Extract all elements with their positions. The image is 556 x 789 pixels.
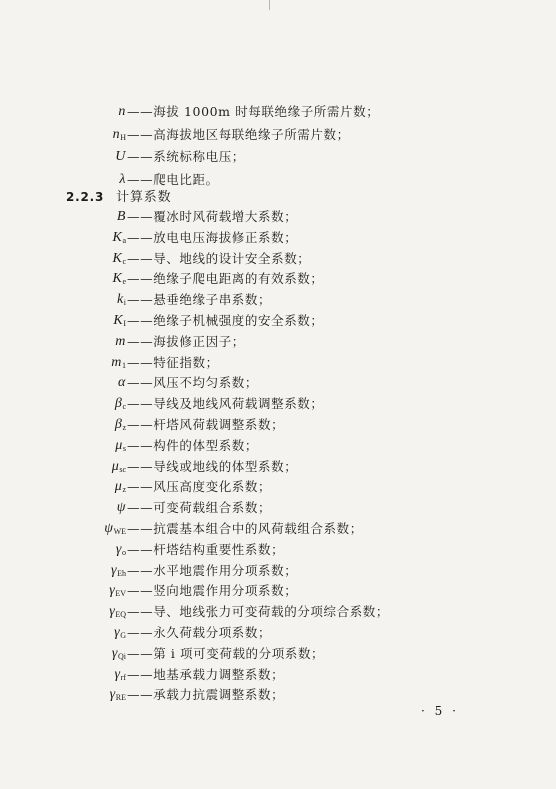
section-title: 计算系数: [116, 190, 172, 205]
term-symbol: [112, 250, 126, 271]
symbol-letter: ψ: [116, 500, 126, 516]
symbol-letter: β: [114, 396, 123, 412]
term-symbol-cell: [0, 582, 126, 600]
symbol-letter: n: [118, 104, 126, 119]
term-symbol-cell: [0, 645, 126, 663]
term-symbol: [113, 312, 126, 333]
term-symbol: [111, 562, 126, 583]
term-symbol-cell: [0, 374, 126, 392]
term-symbol: [119, 171, 126, 189]
term-description: ——绝缘子爬电距离的有效系数；: [127, 271, 324, 287]
symbol-subscript: sc: [119, 464, 126, 474]
term-description: ——绝缘子机械强度的安全系数；: [127, 313, 324, 328]
term-symbol-cell: [0, 270, 126, 288]
term-description: ——竖向地震作用分项系数；: [127, 583, 298, 599]
symbol-subscript: z: [122, 485, 126, 495]
term-symbol: [118, 103, 126, 121]
term-symbol: [112, 458, 126, 479]
term-symbol-cell: [0, 291, 126, 309]
term-symbol: [114, 624, 126, 645]
term-description: ——构件的体型系数；: [127, 437, 259, 453]
term-symbol-cell: [0, 103, 126, 121]
symbol-subscript: i: [123, 298, 126, 308]
term-symbol-cell: [0, 437, 126, 455]
term-description: ——杆塔结构重要性系数；: [127, 541, 285, 557]
term-symbol-cell: [0, 541, 126, 559]
term-description: ——特征指数；: [127, 354, 219, 370]
section-number: 2.2.3: [66, 190, 105, 204]
term-description: ——风压不均匀系数；: [127, 375, 259, 391]
term-description: ——承载力抗震调整系数；: [127, 687, 285, 703]
term-symbol-cell: [0, 354, 126, 372]
section-heading: [66, 188, 171, 207]
term-symbol: [115, 666, 126, 687]
term-symbol: [109, 582, 126, 603]
term-symbol-cell: [0, 603, 126, 621]
term-symbol-cell: [0, 416, 126, 434]
symbol-subscript: rf: [120, 672, 126, 682]
term-symbol-cell: [0, 520, 126, 538]
symbol-subscript: z: [122, 423, 126, 432]
term-symbol-cell: [0, 686, 126, 704]
symbol-letter: K: [112, 229, 123, 245]
symbol-subscript: c: [122, 256, 126, 266]
term-symbol-cell: [0, 458, 126, 476]
term-symbol: [111, 354, 126, 375]
symbol-letter: k: [116, 292, 124, 308]
symbol-subscript: G: [120, 631, 126, 640]
symbol-subscript: H: [120, 132, 126, 142]
term-symbol: [118, 374, 126, 392]
term-symbol-cell: [0, 666, 126, 684]
symbol-letter: λ: [119, 171, 126, 187]
symbol-letter: γ: [109, 687, 116, 703]
term-symbol-cell: [0, 624, 126, 642]
symbol-letter: B: [116, 209, 126, 224]
term-description: ——覆冰时风荷载增大系数；: [127, 209, 298, 224]
term-symbol: [116, 541, 126, 562]
symbol-letter: γ: [109, 583, 116, 599]
symbol-letter: μ: [115, 437, 123, 453]
term-symbol-cell: [0, 171, 126, 189]
term-symbol: [109, 603, 126, 624]
symbol-letter: K: [112, 250, 123, 266]
term-symbol: [115, 416, 126, 437]
symbol-letter: n: [112, 126, 121, 142]
symbol-letter: ψ: [104, 521, 114, 536]
term-symbol-cell: [0, 126, 126, 144]
term-description: ——风压高度变化系数；: [127, 479, 272, 495]
symbol-letter: β: [114, 417, 123, 432]
term-symbol: [117, 499, 126, 517]
term-symbol: [110, 686, 126, 707]
term-description: ——海拔修正因子；: [127, 333, 245, 349]
term-symbol: [113, 126, 126, 147]
term-description: ——系统标称电压；: [127, 149, 245, 164]
term-description: ——导线或地线的体型系数；: [127, 458, 298, 474]
term-description: ——水平地震作用分项系数；: [127, 562, 298, 578]
term-description: ——地基承载力调整系数；: [127, 666, 285, 682]
term-symbol: [115, 437, 126, 458]
symbol-subscript: e: [122, 277, 126, 287]
term-description: ——导、地线的设计安全系数；: [127, 250, 311, 266]
symbol-letter: γ: [111, 645, 118, 661]
symbol-letter: γ: [109, 604, 116, 620]
symbol-letter: γ: [110, 562, 118, 578]
term-symbol: [117, 291, 126, 312]
symbol-subscript: o: [122, 547, 126, 557]
page-number: · 5 ·: [421, 704, 459, 718]
term-symbol-cell: [0, 250, 126, 268]
term-symbol-cell: [0, 562, 126, 580]
symbol-letter: U: [115, 149, 126, 164]
symbol-subscript: WE: [113, 527, 126, 536]
symbol-letter: μ: [114, 479, 123, 495]
symbol-letter: γ: [114, 666, 121, 682]
term-symbol-cell: [0, 312, 126, 330]
symbol-subscript: RE: [115, 693, 126, 703]
term-symbol-cell: [0, 229, 126, 247]
scan-mark: [269, 0, 270, 10]
term-description: ——放电电压海拔修正系数；: [127, 229, 298, 245]
term-description: ——悬垂绝缘子串系数；: [127, 292, 272, 308]
term-symbol-cell: [0, 478, 126, 496]
term-symbol: [117, 208, 126, 226]
term-description: ——导线及地线风荷载调整系数；: [127, 396, 324, 412]
term-description: ——海拔 1000m 时每联绝缘子所需片数；: [127, 104, 380, 119]
term-description: ——导、地线张力可变荷载的分项综合系数；: [127, 604, 390, 620]
term-description: ——可变荷载组合系数；: [127, 500, 272, 516]
term-description: ——永久荷载分项系数；: [127, 625, 272, 640]
symbol-letter: m: [111, 354, 122, 370]
symbol-subscript: Eh: [117, 568, 126, 578]
term-symbol: [112, 270, 126, 291]
term-symbol: [115, 333, 126, 351]
symbol-letter: α: [118, 375, 126, 391]
term-symbol: [115, 395, 126, 416]
symbol-subscript: a: [122, 235, 126, 245]
symbol-subscript: 1: [122, 360, 126, 370]
symbol-subscript: EV: [115, 589, 126, 599]
term-description: ——抗震基本组合中的风荷载组合系数；: [127, 521, 363, 536]
term-symbol: [115, 148, 126, 166]
symbol-subscript: EQ: [115, 610, 126, 620]
term-symbol-cell: [0, 148, 126, 166]
symbol-subscript: s: [122, 443, 126, 453]
term-description: ——杆塔风荷载调整系数；: [127, 417, 285, 432]
symbol-letter: K: [113, 313, 124, 328]
symbol-letter: γ: [115, 541, 122, 557]
term-symbol: [115, 478, 126, 499]
term-symbol-cell: [0, 333, 126, 351]
symbol-subscript: I: [123, 319, 126, 328]
term-symbol: [104, 520, 126, 541]
term-description: ——第 i 项可变荷载的分项系数；: [127, 645, 325, 661]
term-symbol-cell: [0, 499, 126, 517]
symbol-letter: μ: [111, 458, 120, 474]
symbol-letter: m: [115, 333, 126, 349]
symbol-subscript: c: [122, 402, 126, 412]
term-symbol: [112, 645, 126, 666]
symbol-letter: γ: [114, 625, 121, 640]
term-symbol: [112, 229, 126, 250]
term-symbol-cell: [0, 395, 126, 413]
term-description: ——高海拔地区每联绝缘子所需片数；: [127, 126, 350, 142]
term-description: ——爬电比距。: [127, 171, 219, 187]
symbol-subscript: Qi: [118, 651, 126, 661]
term-symbol-cell: [0, 208, 126, 226]
symbol-letter: K: [112, 271, 123, 287]
